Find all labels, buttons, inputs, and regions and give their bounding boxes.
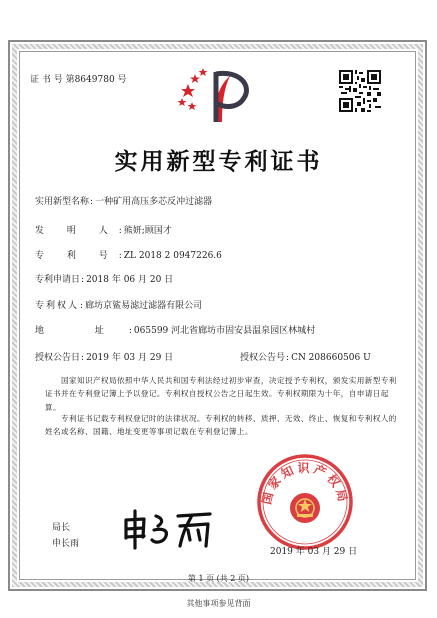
seal-date: 2019 年 03 月 29 日 (270, 547, 358, 557)
see-reverse-note: 其他事项参见背面 (186, 599, 251, 608)
patentee-value: 廊坊京鲨易滤过滤器有限公司 (85, 301, 203, 311)
certificate-title: 实用新型专利证书 (114, 148, 323, 175)
patent-number-row: 专 利 号: ZL 2018 2 0947226.6 (35, 248, 222, 261)
handwritten-signature-icon (118, 506, 216, 552)
patent-office-emblem-icon (170, 64, 256, 126)
utility-model-name-row: 实用新型名称: 一种矿用高压多芯反冲过滤器 (35, 194, 212, 207)
certificate-number: 证 书 号 第8649780 号 (30, 75, 127, 85)
grant-date-label: 授权公告日 (35, 353, 81, 363)
director-title: 局长 (52, 523, 71, 533)
qr-code-icon (339, 70, 381, 112)
utility-model-name-value: 一种矿用高压多芯反冲过滤器 (95, 197, 213, 207)
address-label: 地 址 (35, 326, 128, 336)
page-number: 第 1 页 (共 2 页) (187, 574, 250, 583)
patentee-label: 专利权人 (35, 301, 80, 311)
utility-model-name-label: 实用新型名称 (35, 197, 90, 207)
application-date-value: 2018 年 06 月 20 日 (86, 275, 174, 285)
grant-date-row: 授权公告日: 2019 年 03 月 29 日 (35, 350, 173, 363)
application-date-row: 专利申请日: 2018 年 06 月 20 日 (35, 272, 173, 285)
patent-number-label: 专 利 号 (35, 251, 118, 261)
seal-text: 国家知识产权局 (259, 461, 351, 506)
address-value: 065599 河北省廊坊市固安县温泉园区林城村 (133, 326, 316, 336)
patent-number-value: ZL 2018 2 0947226.6 (123, 251, 222, 261)
application-date-label: 专利申请日 (35, 275, 81, 285)
legal-status-paragraph: 专利证书记载专利权登记时的法律状况。专利权的转移、质押、无效、终止、恢复和专利权人的姓名或名称、国籍、地址变更等事项记载在专利登记簿上。 (45, 414, 397, 437)
grant-statement-paragraph: 国家知识产权局依照中华人民共和国专利法经过初步审查，决定授予专利权，颁发实用新型专利证书并在专利登记簿上予以登记。专利权自授权公告之日起生效。专利权期限为十年，自申请日起算。 (45, 376, 397, 412)
patentee-row: 专利权人: 廊坊京鲨易滤过滤器有限公司 (35, 298, 202, 311)
grant-date-value: 2019 年 03 月 29 日 (86, 353, 174, 363)
address-row: 地 址: 065599 河北省廊坊市固安县温泉园区林城村 (35, 323, 315, 336)
inventor-value: 熊妍;顾国才 (123, 226, 172, 236)
inner-border (19, 51, 416, 580)
inventor-row: 发 明 人: 熊妍;顾国才 (35, 223, 172, 236)
official-red-seal-icon (255, 452, 355, 552)
grant-number-label: 授权公告号 (240, 353, 286, 363)
director-name: 申长雨 (52, 539, 80, 549)
grant-number-row: 授权公告号: CN 208660506 U (240, 350, 371, 363)
grant-number-value: CN 208660506 U (291, 353, 371, 363)
inventor-label: 发 明 人 (35, 226, 118, 236)
